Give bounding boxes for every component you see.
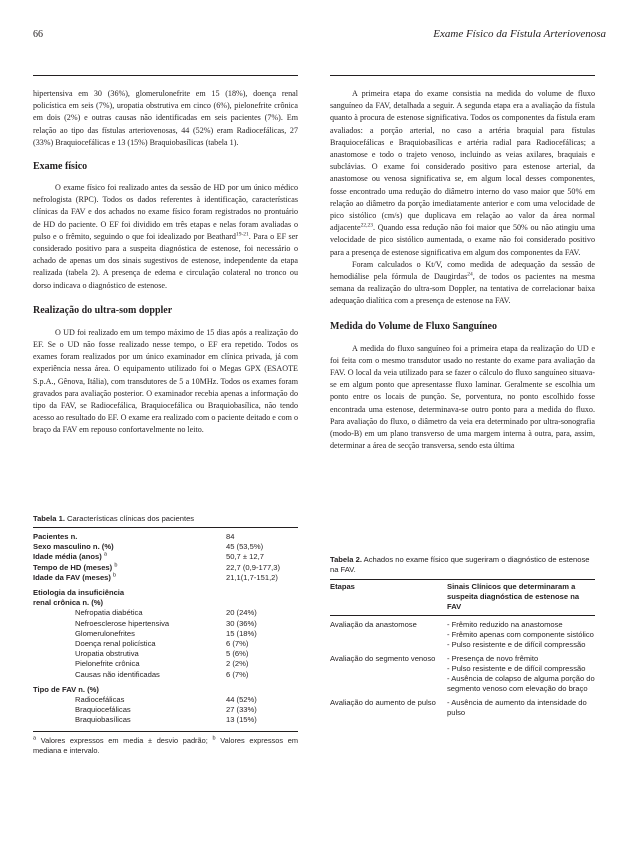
table-row: Doença renal policística 6 (7%)	[75, 639, 249, 649]
table-group-title: Tipo de FAV n. (%)	[33, 684, 99, 694]
table-row: Pielonefrite crônica 2 (2%)	[75, 659, 249, 669]
table-2	[330, 555, 595, 718]
table-row: Idade média (anos) $^a$ 50,7 ± 12,7	[33, 551, 264, 562]
table-row: Glomerulonefrites 15 (18%)	[75, 628, 257, 638]
section-heading-volume: Medida do Volume de Fluxo Sanguíneo	[330, 320, 497, 332]
table-row: Avaliação da anastomose - Frêmito reduzido na anastomose - Frêmito apenas com componente sistólico - Pulso resistente e de difícil compressão	[330, 620, 594, 649]
page-number: 66	[33, 29, 43, 40]
left-column	[33, 88, 298, 437]
table-row: Braquiocefálicas 27 (33%)	[75, 705, 257, 715]
table-row: Avaliação do aumento de pulso - Ausência de aumento da intensidade do pulso	[330, 698, 587, 717]
table-group-title: Etiologia da insuficiência	[33, 588, 125, 598]
section-heading-ultrasom: Realização do ultra-som doppler	[33, 304, 173, 316]
column-header: Sinais Clínicos que determinaram a suspeita diagnóstica de estenose na FAV	[447, 582, 580, 611]
right-column	[330, 88, 595, 452]
table-caption: Tabela 2. Achados no exame físico que sugeriram o diagnóstico de estenose na FAV.	[330, 555, 595, 580]
table-1	[33, 514, 298, 756]
table-row: Avaliação do segmento venoso - Presença de novo frêmito - Pulso resistente e de difícil compressão - Ausência de colapso de alguma porção do segmento venoso com elevação do braço	[330, 654, 595, 693]
section-heading-exame-fisico: Exame físico	[33, 161, 88, 173]
table-row: Causas não identificadas 6 (7%)	[75, 669, 249, 679]
table-row: Nefropatia diabética 20 (24%)	[75, 608, 257, 618]
table-group-title: renal crônica n. (%)	[33, 598, 104, 608]
paragraph: O UD foi realizado em um tempo máximo de 15 dias após a realização do EF. Se o UD não fosse realizado nesse tempo, o EF era repetido. Todos os exames foram realizados por um único examinador em clínica privada, já com experiência nessa área. O equipamento utilizado foi o Megas GPX (ESAOTE S.p.A., Gênova, Itália), com transdutores de 5 a 10MHz. Todos os exames foram gravados para avaliação posterior. O examinador recebia apenas a informação do tipo da FAV, se Radiocefálica, Braquiocefálica ou Braquiobasílica, não tendo acesso ao resultado do EF. O exame era realizado com o paciente deitado e com o braço da FAV em repouso confortavelmente no leito.	[33, 327, 298, 435]
table-row: Uropatia obstrutiva 5 (6%)	[75, 649, 249, 659]
column-header: Etapas	[330, 582, 355, 591]
table-row: Idade da FAV (meses) $^b$ 21,1(1,7-151,2)	[33, 572, 278, 582]
table-row: Radiocefálicas 44 (52%)	[75, 695, 257, 705]
paragraph: A medida do fluxo sanguíneo foi a primeira etapa da realização do UD e foi feita com o mesmo transdutor usado no restante do exame para avaliação da FAV. O local da veia utilizado para se fazer o cálculo do fluxo sanguíneo situava-se em algum ponto que apresentasse fluxo laminar. Geralmente se escolhia um ponto entre os locais de punção. Se, porventura, no ponto escolhido fosse encontrada uma estenose, determinava-se outro ponto para a medida do fluxo. Para avaliação do fluxo, o diâmetro da veia era determinado por ultra-sonografia (modo-B) em um plano transverso de uma margem interna à outra, para, assim, determinar a área de secção transversa, sendo esta última	[330, 343, 595, 451]
table-footnote: $^a$ Valores expressos em media ± desvio padrão; $^b$ Valores expressos em mediana e intervalo.	[33, 731, 298, 757]
paragraph: O exame físico foi realizado antes da sessão de HD por um único médico nefrologista (RPC). Todos os dados referentes à identificação, características clínicas da FAV e dos achados no exame físico foram registrados no prontuário de HD do paciente. O EF foi dividido em três etapas e nelas foram avaliadas o pulso e o frêmito, seguindo o que foi idealizado por Beathard$^{19-21}$. Para o EF ser considerado positivo para a suspeita diagnóstica de estenose, foi necessário o achado de apenas um dos sinais sugestivos de estenose, independente da etapa realizada (tabela 2). A presença de edema e circulação colateral no tronco ou dorso indicava o diagnóstico de estenose.	[33, 183, 298, 290]
table-row: Pacientes n. 84	[33, 532, 235, 541]
header-rule-right	[330, 75, 595, 76]
table-caption: Tabela 1. Características clínicas dos pacientes	[33, 514, 298, 528]
paragraph: A primeira etapa do exame consistia na medida do volume de fluxo sanguíneo da FAV, detalhada a seguir. A segunda etapa era a avaliação da fístula quanto à procura de estenose significativa. Todos os componentes da fístula eram avaliados: a porção arterial, no caso a artéria braquial para fístulas Braquiocefálicas e Braquiobasílicas e artéria radial para Radiocefálicas; a anastomose e todo o trajeto venoso, incluindo as veias axilares, braquiais e subclávias. O exame foi considerado positivo para estenose arterial, da anastomose ou venosa significativa se, em algum local desses componentes, fosse encontrado uma redução do diâmetro interno do vaso maior que 50% em relação ao diâmetro da porção imediatamente anterior e com uma velocidade de pico sistólico (cm/s) que duplicava em relação ao valor da área normal adjacente$^{22,23}$. Quando essa redução não foi maior que 50% ou não atingiu uma velocidade de pico sistólico aumentada, o exame não foi considerado positivo para a presença de estenose significativa em algum dos componentes da FAV.	[330, 89, 595, 257]
paragraph: hipertensiva em 30 (36%), glomerulonefrite em 15 (18%), doença renal policística em seis (7%), uropatia obstrutiva em cinco (6%), pielonefrite crônica em dois (2%) e outras causas não identificadas em seis pacientes (7%). Em relação ao tipo das fístulas arteriovenosas, 44 (52%) eram Radiocefálicas, 27 (33%) Braquiocefálicas e 13 (15%) Braquiobasílicas (tabela 1).	[33, 89, 298, 147]
paragraph: Foram calculados o Kt/V, como medida de adequação da sessão de hemodiálise pela fórmula de Daugirdas$^{24}$, de todos os pacientes na mesma semana da realização do ultra-som Doppler, na tentativa de correlacionar baixa adequação dialítica com a presença de estenose na FAV.	[330, 259, 595, 306]
table-row: Nefroesclerose hipertensiva 30 (36%)	[75, 618, 257, 628]
table-row: Braquiobasílicas 13 (15%)	[75, 715, 257, 725]
table-row: Tempo de HD (meses) $^b$ 22,7 (0,9-177,3)	[33, 562, 281, 572]
table-row: Sexo masculino n. (%) 45 (53,5%)	[33, 542, 264, 552]
running-title: Exame Físico da Fístula Arteriovenosa	[433, 28, 606, 40]
table-header	[330, 580, 595, 616]
header-rule-left	[33, 75, 298, 76]
